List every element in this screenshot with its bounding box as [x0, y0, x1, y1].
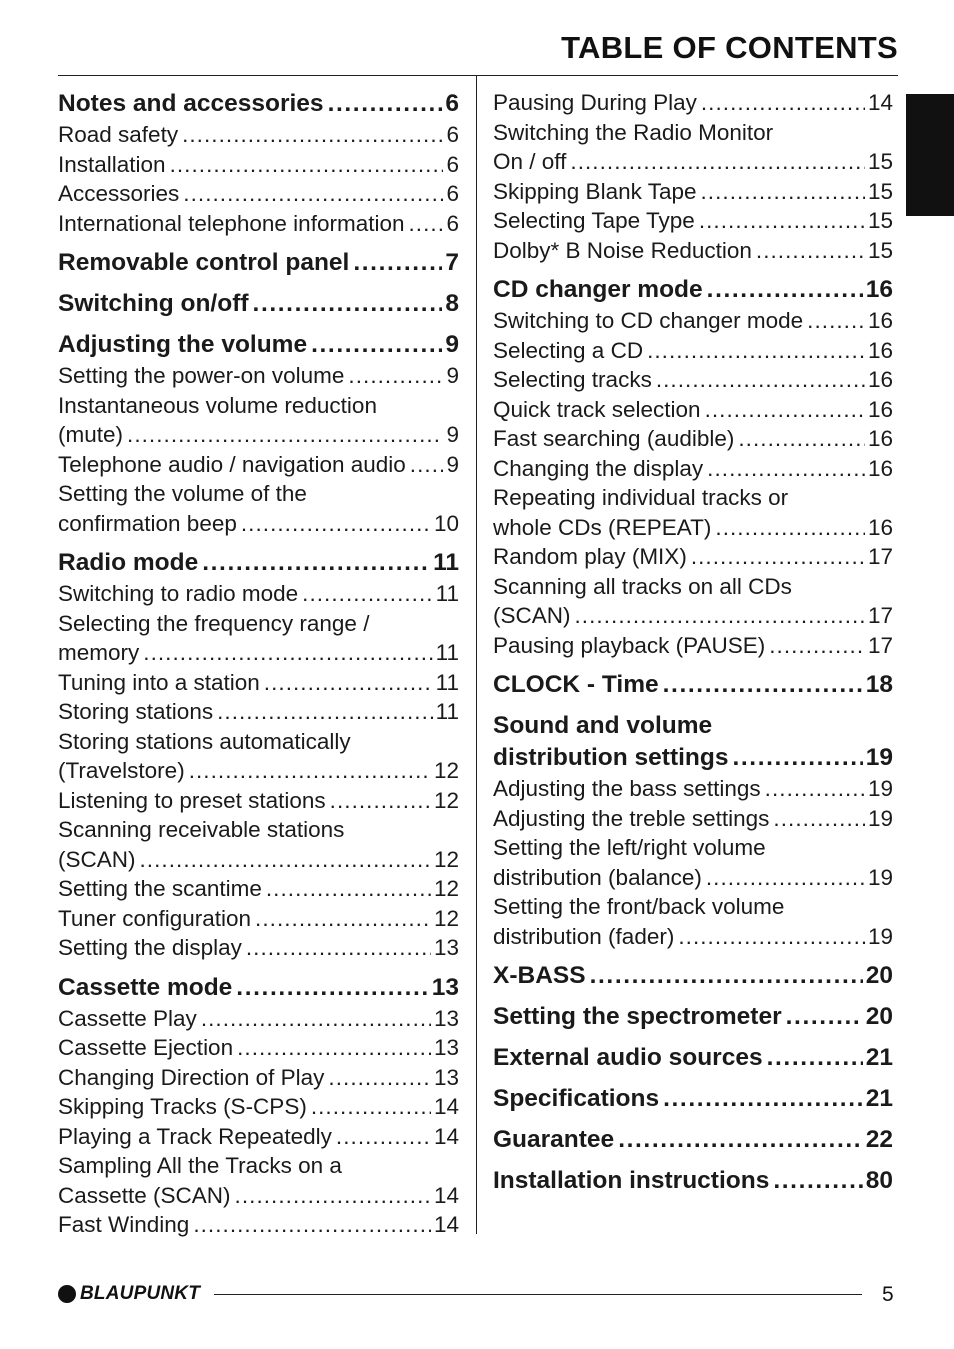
dot-leader — [348, 361, 443, 391]
dot-leader — [201, 1004, 431, 1034]
toc-entry-line: Switching the Radio Monitor — [493, 119, 774, 145]
toc-section-heading — [58, 288, 459, 320]
toc-entry-line: Setting the left/right volume — [493, 835, 766, 860]
toc-entry — [493, 774, 893, 804]
toc-entry-label: distribution settings — [493, 744, 729, 771]
toc-section-heading — [493, 1083, 893, 1115]
toc-entry-line: Storing stations automatically — [58, 728, 351, 754]
toc-page-number: 6 — [446, 122, 459, 147]
toc-page-number: 15 — [867, 237, 893, 263]
toc-page-number: 19 — [867, 923, 893, 949]
dot-leader — [237, 1033, 431, 1063]
toc-entry-label: Pausing playback (PAUSE) — [493, 632, 766, 658]
dot-leader — [701, 88, 865, 118]
dot-leader — [663, 1083, 863, 1115]
dot-leader — [253, 288, 443, 320]
toc-entry — [493, 306, 893, 336]
toc-page-number: 11 — [435, 669, 459, 695]
toc-page-number: 16 — [867, 396, 893, 422]
toc-page-number: 16 — [865, 276, 893, 303]
toc-entry-label: Adjusting the treble settings — [493, 805, 770, 831]
dot-leader — [255, 904, 431, 934]
toc-page-number: 16 — [867, 514, 893, 540]
dot-leader — [311, 329, 442, 361]
toc-entry — [58, 479, 459, 538]
toc-section-heading — [58, 547, 459, 579]
toc-entry-label: distribution (fader) — [493, 923, 675, 949]
toc-entry — [58, 1063, 459, 1093]
toc-entry-label: Setting the scantime — [58, 876, 262, 901]
dot-leader — [328, 1063, 431, 1093]
dot-leader — [663, 669, 863, 701]
toc-entry — [58, 1092, 459, 1122]
toc-entry — [493, 804, 893, 834]
toc-page-number: 11 — [433, 549, 459, 576]
dot-leader — [311, 1092, 431, 1122]
toc-entry-label: Installation — [58, 151, 166, 177]
toc-entry — [493, 336, 893, 366]
toc-entry-label: CLOCK - Time — [493, 671, 659, 698]
toc-page-number: 20 — [865, 962, 893, 989]
toc-entry-line: Repeating individual tracks or — [493, 485, 789, 510]
toc-entry — [58, 1033, 459, 1063]
toc-entry — [58, 391, 459, 450]
toc-page-number: 14 — [867, 90, 893, 115]
dot-leader — [732, 742, 862, 774]
toc-page-number: 20 — [865, 1003, 893, 1030]
toc-entry-line: Scanning all tracks on all CDs — [493, 573, 792, 599]
toc-page-number: 16 — [867, 367, 893, 392]
dot-leader — [182, 120, 443, 150]
dot-leader — [707, 454, 865, 484]
toc-page-number: 16 — [867, 426, 893, 451]
toc-entry — [493, 177, 893, 207]
toc-page-number: 12 — [433, 758, 459, 783]
toc-section-heading — [493, 1042, 893, 1074]
toc-page-number: 13 — [433, 1035, 459, 1060]
toc-entry-label: (mute) — [58, 422, 124, 447]
dot-leader — [707, 274, 863, 306]
toc-entry-line: Sampling All the Tracks on a — [58, 1153, 342, 1178]
toc-entry-label: memory — [58, 640, 140, 665]
dot-leader — [700, 177, 864, 207]
toc-page-number: 9 — [446, 363, 459, 388]
toc-entry — [58, 668, 459, 698]
toc-entry — [58, 609, 459, 668]
toc-entry-label: X-BASS — [493, 962, 586, 989]
dot-leader — [127, 420, 443, 450]
toc-left-column — [58, 88, 459, 1240]
toc-page-number: 19 — [865, 744, 893, 771]
dot-leader — [246, 933, 431, 963]
toc-entry — [58, 209, 459, 239]
dot-leader — [678, 922, 865, 952]
toc-entry-label: Fast searching (audible) — [493, 426, 735, 451]
toc-page-number: 9 — [446, 451, 459, 477]
toc-entry — [58, 450, 459, 480]
dot-leader — [170, 150, 444, 180]
toc-entry — [493, 542, 893, 572]
toc-page-number: 9 — [446, 422, 459, 447]
toc-page-number: 16 — [867, 308, 893, 333]
title-rule — [58, 75, 898, 76]
toc-section-heading — [58, 972, 459, 1004]
dot-leader — [189, 756, 431, 786]
toc-entry — [493, 206, 893, 236]
toc-entry-label: Tuner configuration — [58, 905, 252, 931]
toc-entry-label: Cassette Play — [58, 1005, 197, 1031]
language-thumb-tab — [906, 94, 954, 216]
toc-entry-label: Telephone audio / navigation audio — [58, 451, 406, 477]
dot-leader — [590, 960, 863, 992]
toc-page-number: 80 — [865, 1167, 893, 1194]
toc-page-number: 21 — [865, 1044, 893, 1071]
toc-entry — [493, 88, 893, 118]
toc-entry-label: Random play (MIX) — [493, 544, 687, 569]
dot-leader — [202, 547, 430, 579]
toc-page-number: 6 — [446, 181, 459, 206]
toc-page-number: 13 — [433, 1064, 459, 1090]
toc-section-heading — [58, 88, 459, 120]
dot-leader — [143, 638, 432, 668]
page-title: TABLE OF CONTENTS — [561, 30, 898, 65]
toc-entry — [58, 1122, 459, 1152]
toc-page-number: 6 — [446, 210, 459, 236]
toc-entry-label: Selecting a CD — [493, 337, 644, 363]
dot-leader — [769, 631, 865, 661]
toc-right-column — [493, 88, 893, 1197]
toc-entry-label: Storing stations — [58, 699, 214, 724]
toc-entry-label: Quick track selection — [493, 396, 701, 422]
dot-leader — [786, 1001, 863, 1033]
toc-page-number: 13 — [433, 1005, 459, 1031]
toc-entry-label: distribution (balance) — [493, 864, 702, 890]
brand-logo — [58, 1283, 200, 1305]
toc-entry-label: confirmation beep — [58, 510, 237, 536]
toc-entry-label: Setting the power-on volume — [58, 363, 345, 388]
toc-entry-label: Adjusting the bass settings — [493, 776, 761, 801]
toc-entry-label: Pausing During Play — [493, 90, 697, 115]
toc-page-number: 8 — [445, 290, 459, 317]
toc-page-number: 6 — [446, 151, 459, 177]
toc-entry — [493, 631, 893, 661]
toc-entry-label: Cassette Ejection — [58, 1035, 234, 1060]
toc-entry — [58, 933, 459, 963]
toc-entry-label: Changing the display — [493, 455, 704, 481]
dot-leader — [266, 874, 431, 904]
footer-rule — [214, 1294, 862, 1295]
toc-entry — [58, 120, 459, 150]
logo-dot-icon — [58, 1285, 76, 1303]
toc-entry — [58, 904, 459, 934]
toc-page-number: 11 — [435, 640, 459, 665]
toc-entry — [58, 874, 459, 904]
toc-section-heading — [493, 1165, 893, 1197]
toc-entry-label: Listening to preset stations — [58, 787, 326, 813]
brand-name: BLAUPUNKT — [80, 1283, 201, 1304]
dot-leader — [241, 509, 431, 539]
toc-entry-label: On / off — [493, 149, 567, 174]
toc-entry-line: Instantaneous volume reduction — [58, 392, 377, 418]
toc-page-number: 11 — [435, 699, 459, 724]
toc-page-number: 11 — [435, 581, 459, 606]
dot-leader — [706, 863, 865, 893]
dot-leader — [570, 147, 865, 177]
toc-entry-label: Skipping Tracks (S-CPS) — [58, 1094, 307, 1119]
toc-page-number: 14 — [433, 1212, 459, 1237]
dot-leader — [330, 786, 431, 816]
toc-entry — [493, 483, 893, 542]
dot-leader — [773, 1165, 862, 1197]
toc-entry-label: Cassette (SCAN) — [58, 1182, 231, 1208]
toc-section-heading — [58, 247, 459, 279]
dot-leader — [302, 579, 433, 609]
dot-leader — [656, 365, 865, 395]
toc-page-number: 12 — [433, 876, 459, 901]
toc-entry-label: External audio sources — [493, 1044, 763, 1071]
toc-entry-label: Removable control panel — [58, 249, 350, 276]
toc-entry-label: (Travelstore) — [58, 758, 185, 783]
dot-leader — [140, 845, 431, 875]
toc-section-heading — [493, 960, 893, 992]
dot-leader — [336, 1122, 431, 1152]
dot-leader — [756, 236, 865, 266]
toc-page-number: 22 — [865, 1126, 893, 1153]
dot-leader — [410, 450, 444, 480]
toc-entry-line: Selecting the frequency range / — [58, 610, 370, 636]
dot-leader — [328, 88, 443, 120]
toc-page-number: 21 — [865, 1085, 893, 1112]
dot-leader — [765, 774, 865, 804]
toc-page-number: 16 — [867, 455, 893, 481]
toc-page-number: 12 — [433, 905, 459, 931]
toc-entry — [58, 179, 459, 209]
dot-leader — [353, 247, 442, 279]
toc-page-number: 17 — [867, 632, 893, 658]
dot-leader — [217, 697, 433, 727]
toc-entry — [493, 118, 893, 177]
toc-page-number: 19 — [867, 805, 893, 831]
dot-leader — [738, 424, 865, 454]
toc-section-heading — [493, 1001, 893, 1033]
toc-page-number: 19 — [867, 864, 893, 890]
dot-leader — [715, 513, 865, 543]
toc-entry — [58, 815, 459, 874]
toc-entry-line: Scanning receivable stations — [58, 817, 345, 842]
toc-entry — [493, 424, 893, 454]
toc-entry-label: Selecting tracks — [493, 367, 652, 392]
toc-entry-label: Setting the display — [58, 935, 242, 960]
toc-page-number: 10 — [433, 510, 459, 536]
toc-entry-label: Changing Direction of Play — [58, 1064, 325, 1090]
toc-entry-label: Adjusting the volume — [58, 331, 308, 358]
toc-page-number: 7 — [445, 249, 459, 276]
toc-entry — [58, 1151, 459, 1210]
toc-entry-label: Cassette mode — [58, 973, 233, 1001]
toc-entry-label: Fast Winding — [58, 1212, 190, 1237]
toc-page-number: 14 — [433, 1182, 459, 1208]
dot-leader — [193, 1210, 431, 1240]
toc-page-number: 15 — [867, 149, 893, 174]
toc-entry — [493, 572, 893, 631]
toc-page-number: 17 — [867, 603, 893, 628]
toc-page-number: 12 — [433, 846, 459, 872]
toc-entry-label: Playing a Track Repeatedly — [58, 1123, 332, 1149]
toc-section-heading — [58, 329, 459, 361]
toc-entry-label: Accessories — [58, 181, 180, 206]
toc-entry-label: Switching to radio mode — [58, 581, 299, 606]
dot-leader — [409, 209, 444, 239]
toc-entry-label: Tuning into a station — [58, 669, 260, 695]
toc-entry-label: Installation instructions — [493, 1167, 770, 1194]
toc-entry-line: Setting the front/back volume — [493, 894, 785, 919]
toc-entry — [58, 1004, 459, 1034]
dot-leader — [699, 206, 865, 236]
column-divider — [476, 76, 477, 1234]
toc-entry-label: whole CDs (REPEAT) — [493, 514, 712, 540]
toc-entry — [493, 236, 893, 266]
dot-leader — [575, 601, 865, 631]
toc-entry-label: Radio mode — [58, 549, 199, 576]
toc-page-number: 14 — [433, 1123, 459, 1149]
toc-entry-line: Sound and volume — [493, 712, 713, 739]
toc-page-number: 13 — [433, 935, 459, 960]
dot-leader — [691, 542, 865, 572]
toc-page-number: 18 — [865, 671, 893, 698]
toc-entry-label: Road safety — [58, 122, 179, 147]
toc-entry — [493, 365, 893, 395]
toc-entry-label: Selecting Tape Type — [493, 208, 695, 233]
toc-entry — [58, 150, 459, 180]
toc-entry — [58, 697, 459, 727]
toc-page-number: 12 — [433, 787, 459, 813]
dot-leader — [264, 668, 433, 698]
toc-entry-label: (SCAN) — [58, 846, 136, 872]
toc-entry-label: Notes and accessories — [58, 90, 324, 117]
toc-entry-line: Setting the volume of the — [58, 481, 307, 506]
toc-entry-label: Switching to CD changer mode — [493, 308, 804, 333]
toc-entry — [493, 454, 893, 484]
dot-leader — [618, 1124, 863, 1156]
toc-section-heading — [493, 274, 893, 306]
toc-page-number: 17 — [867, 544, 893, 569]
toc-page-number: 14 — [433, 1094, 459, 1119]
toc-entry — [58, 579, 459, 609]
dot-leader — [235, 1181, 431, 1211]
toc-entry — [493, 833, 893, 892]
toc-entry — [58, 361, 459, 391]
toc-section-heading — [493, 669, 893, 701]
toc-page-number: 9 — [445, 331, 459, 358]
toc-section-heading — [493, 710, 893, 774]
toc-entry-label: Switching on/off — [58, 290, 249, 317]
toc-entry — [493, 395, 893, 425]
toc-entry — [58, 1210, 459, 1240]
toc-page-number: 6 — [445, 90, 459, 117]
toc-entry-label: Specifications — [493, 1085, 660, 1112]
toc-page-number: 16 — [867, 337, 893, 363]
dot-leader — [647, 336, 865, 366]
toc-entry-label: Setting the spectrometer — [493, 1003, 782, 1030]
toc-entry — [58, 786, 459, 816]
toc-page-number: 15 — [867, 178, 893, 204]
dot-leader — [807, 306, 865, 336]
toc-entry-label: CD changer mode — [493, 276, 703, 303]
toc-entry — [493, 892, 893, 951]
toc-entry-label: Skipping Blank Tape — [493, 178, 697, 204]
dot-leader — [236, 972, 428, 1004]
toc-entry-label: Dolby* B Noise Reduction — [493, 237, 752, 263]
dot-leader — [773, 804, 865, 834]
dot-leader — [767, 1042, 863, 1074]
dot-leader — [705, 395, 865, 425]
toc-entry — [58, 727, 459, 786]
page-number: 5 — [882, 1283, 894, 1306]
toc-entry-label: Guarantee — [493, 1126, 615, 1153]
dot-leader — [183, 179, 443, 209]
toc-entry-label: International telephone information — [58, 210, 405, 236]
toc-page-number: 19 — [867, 776, 893, 801]
toc-section-heading — [493, 1124, 893, 1156]
toc-page-number: 13 — [431, 973, 459, 1001]
toc-entry-label: (SCAN) — [493, 603, 571, 628]
toc-page-number: 15 — [867, 208, 893, 233]
